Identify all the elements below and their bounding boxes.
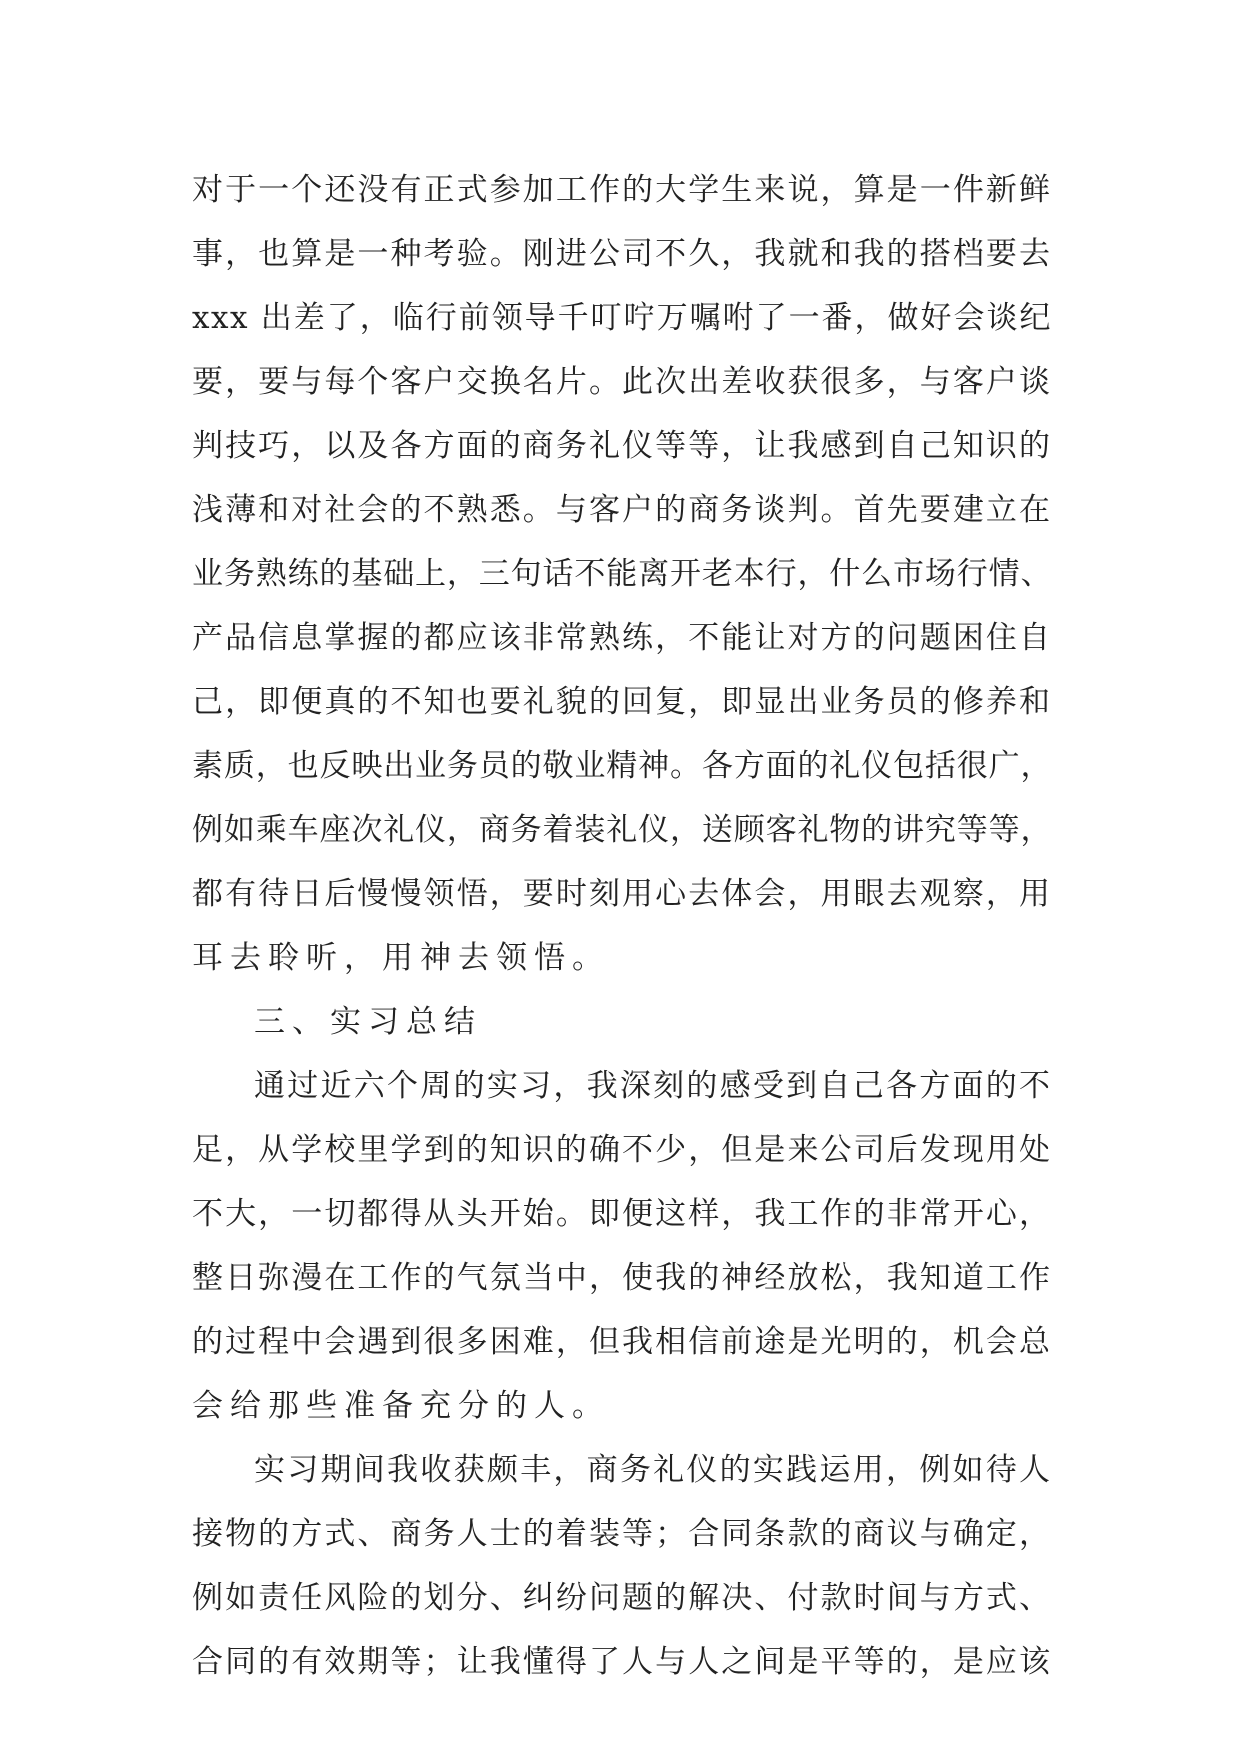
paragraph-first-line: 通过近六个周的实习，我深刻的感受到自己各方面的不	[254, 1068, 1052, 1104]
body-line: 浅薄和对社会的不熟悉。与客户的商务谈判。首先要建立在	[192, 492, 1052, 528]
body-line: 对于一个还没有正式参加工作的大学生来说，算是一件新鲜	[192, 172, 1052, 208]
body-line: 判技巧，以及各方面的商务礼仪等等，让我感到自己知识的	[192, 428, 1052, 464]
body-line: 素质，也反映出业务员的敬业精神。各方面的礼仪包括很广，	[192, 748, 1052, 784]
body-line: 合同的有效期等；让我懂得了人与人之间是平等的，是应该	[192, 1644, 1052, 1680]
body-line: 不大，一切都得从头开始。即便这样，我工作的非常开心，	[192, 1196, 1052, 1232]
document-body	[192, 158, 1052, 1694]
body-line: 业务熟练的基础上，三句话不能离开老本行，什么市场行情、	[192, 556, 1052, 592]
body-line: 的过程中会遇到很多困难，但我相信前途是光明的，机会总	[192, 1324, 1052, 1360]
body-line: xxx 出差了，临行前领导千叮咛万嘱咐了一番，做好会谈纪	[192, 300, 1052, 336]
body-line: 整日弥漫在工作的气氛当中，使我的神经放松，我知道工作	[192, 1260, 1052, 1296]
body-line: 都有待日后慢慢领悟，要时刻用心去体会，用眼去观察，用	[192, 876, 1052, 912]
body-line: 己，即便真的不知也要礼貌的回复，即显出业务员的修养和	[192, 684, 1052, 720]
body-line: 会给那些准备充分的人。	[192, 1388, 610, 1424]
body-line: 耳去聆听，用神去领悟。	[192, 940, 610, 976]
body-line: 事，也算是一种考验。刚进公司不久，我就和我的搭档要去	[192, 236, 1052, 272]
body-line: 足，从学校里学到的知识的确不少，但是来公司后发现用处	[192, 1132, 1052, 1168]
body-line: 例如责任风险的划分、纠纷问题的解决、付款时间与方式、	[192, 1580, 1052, 1616]
body-line: 例如乘车座次礼仪，商务着装礼仪，送顾客礼物的讲究等等，	[192, 812, 1052, 848]
paragraph-first-line: 实习期间我收获颇丰，商务礼仪的实践运用，例如待人	[254, 1452, 1052, 1488]
section-heading: 三、实习总结	[254, 1004, 482, 1040]
body-line: 接物的方式、商务人士的着装等；合同条款的商议与确定，	[192, 1516, 1052, 1552]
body-line: 产品信息掌握的都应该非常熟练，不能让对方的问题困住自	[192, 620, 1052, 656]
body-line: 要，要与每个客户交换名片。此次出差收获很多，与客户谈	[192, 364, 1052, 400]
